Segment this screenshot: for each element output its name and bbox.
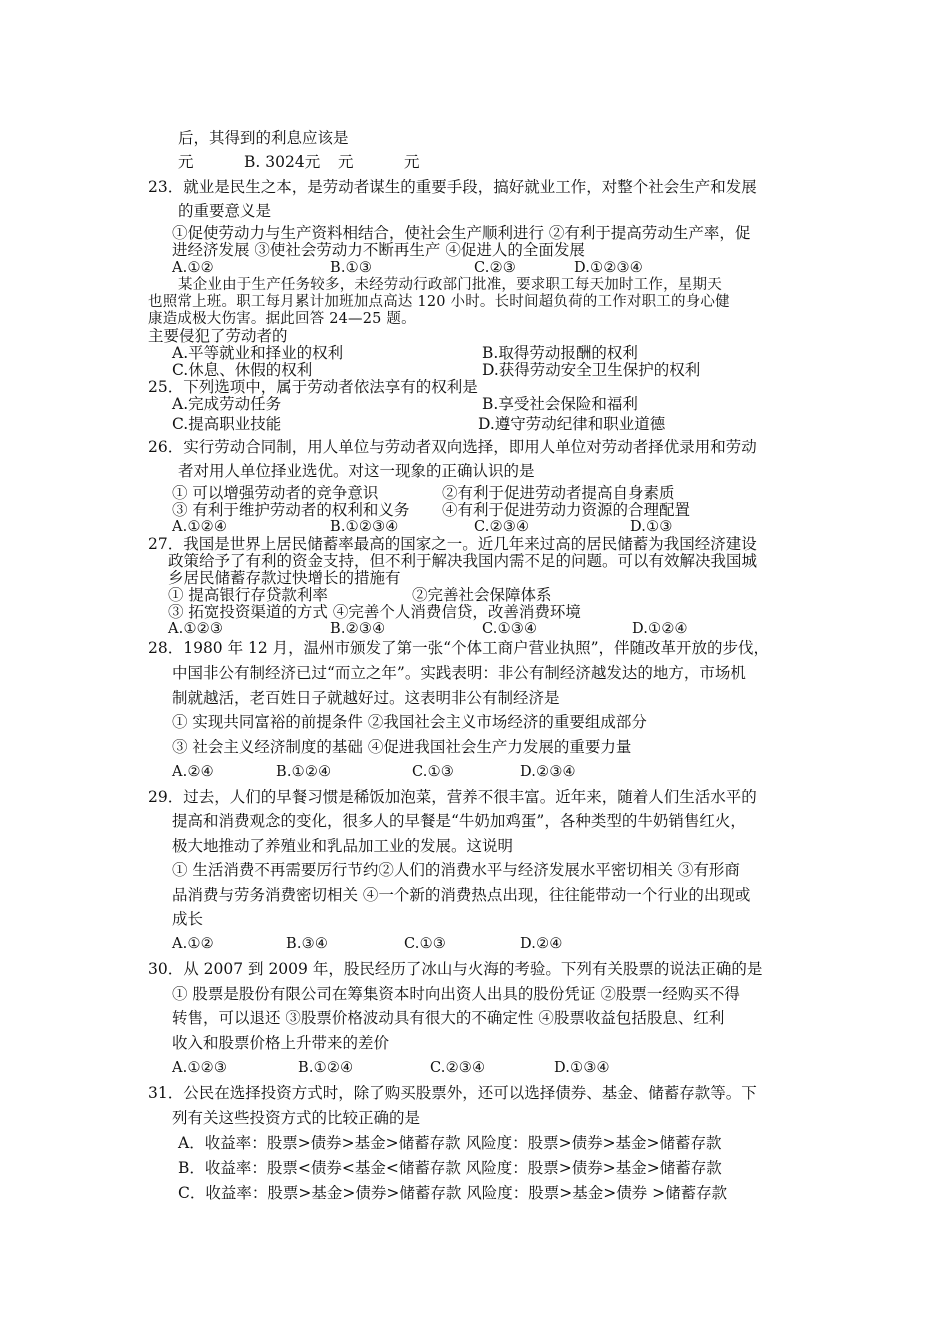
q23-item-line2: 进经济发展 ③使社会劳动力不断再生产 ④促进人的全面发展	[172, 241, 585, 259]
q27-option-d: D.①②④	[632, 621, 688, 637]
q24-option-d: D.获得劳动安全卫生保护的权利	[482, 361, 701, 379]
q29-stem-line2: 提高和消费观念的变化，很多人的早餐是“牛奶加鸡蛋”，各种类型的牛奶销售红火，	[172, 812, 746, 830]
q24-option-b: B.取得劳动报酬的权利	[482, 344, 638, 362]
q28-option-d: D.②③④	[520, 764, 576, 780]
q29-stem-line3: 极大地推动了养殖业和乳品加工业的发展。这说明	[172, 837, 514, 855]
q25-option-b: B.享受社会保险和福利	[482, 395, 638, 413]
q24-stem: 主要侵犯了劳动者的	[148, 327, 288, 345]
q27-item1b: ②完善社会保障体系	[412, 586, 552, 604]
q30-item-line1: ① 股票是股份有限公司在筹集资本时向出资人出具的股份凭证 ②股票一经购买不得	[172, 985, 740, 1003]
q28-option-c: C.①③	[412, 764, 454, 780]
q23-option-c: C.②③	[474, 260, 516, 276]
q25-option-c: C.提高职业技能	[172, 415, 282, 433]
q29-option-a: A.①②	[172, 936, 214, 952]
q27-option-b: B.②③④	[330, 621, 386, 637]
q23-option-a: A.①②	[172, 260, 214, 276]
q30-option-d: D.①③④	[554, 1060, 610, 1076]
q25-stem: 25．下列选项中，属于劳动者依法享有的权利是	[148, 378, 478, 396]
q28-item-line2: ③ 社会主义经济制度的基础 ④促进我国社会生产力发展的重要力量	[172, 738, 632, 756]
q25-option-d: D.遵守劳动纪律和职业道德	[478, 415, 666, 433]
q22-option-a: 元	[178, 153, 194, 171]
q28-stem-line1: 28．1980 年 12 月，温州市颁发了第一张“个体工商户营业执照”，伴随改革开放的步伐，	[148, 639, 770, 657]
q23-option-b: B.①③	[330, 260, 373, 276]
q31-stem-line1: 31．公民在选择投资方式时，除了购买股票外，还可以选择债券、基金、储蓄存款等。下	[148, 1084, 757, 1102]
q22-continuation: 后，其得到的利息应该是	[178, 129, 349, 147]
q23-stem-line1: 23．就业是民生之本，是劳动者谋生的重要手段，搞好就业工作，对整个社会生产和发展	[148, 178, 757, 196]
q26-option-a: A.①②④	[172, 519, 228, 535]
q30-option-c: C.②③④	[430, 1060, 486, 1076]
q22-option-b: B. 3024元	[244, 153, 321, 171]
q26-option-b: B.①②③④	[330, 519, 399, 535]
q22-option-c: 元	[338, 153, 354, 171]
q26-stem-line1: 26．实行劳动合同制，用人单位与劳动者双向选择，即用人单位对劳动者择优录用和劳动	[148, 438, 757, 456]
q26-item2b: ④有利于促进劳动力资源的合理配置	[442, 501, 691, 519]
q30-option-b: B.①②④	[298, 1060, 354, 1076]
q24-option-a: A.平等就业和择业的权利	[172, 344, 344, 362]
q29-option-d: D.②④	[520, 936, 563, 952]
q28-stem-line3: 制就越活，老百姓日子就越好过。这表明非公有制经济是	[172, 689, 560, 707]
q27-option-a: A.①②③	[168, 621, 224, 637]
q28-item-line1: ① 实现共同富裕的前提条件 ②我国社会主义市场经济的重要组成部分	[172, 713, 647, 731]
q30-item-line3: 收入和股票价格上升带来的差价	[172, 1034, 390, 1052]
q22-option-d: 元	[404, 153, 420, 171]
q26-item1b: ②有利于促进劳动者提高自身素质	[442, 484, 675, 502]
q30-stem: 30．从 2007 到 2009 年，股民经历了冰山与火海的考验。下列有关股票的说法正确的是	[148, 960, 763, 978]
q30-item-line2: 转售，可以退还 ③股票价格波动具有很大的不确定性 ④股票收益包括股息、红利	[172, 1009, 725, 1027]
q29-item-line2: 品消费与劳务消费密切相关 ④一个新的消费热点出现，往往能带动一个行业的出现或	[172, 886, 751, 904]
q29-stem-line1: 29．过去，人们的早餐习惯是稀饭加泡菜，营养不很丰富。近年来，随着人们生活水平的	[148, 788, 757, 806]
q29-item-line1: ① 生活消费不再需要厉行节约②人们的消费水平与经济发展水平密切相关 ③有形商	[172, 861, 740, 879]
q27-stem-line1: 27．我国是世界上居民储蓄率最高的国家之一。近几年来过高的居民储蓄为我国经济建设	[148, 535, 757, 553]
q29-item-line3: 成长	[172, 910, 204, 928]
q25-option-a: A.完成劳动任务	[172, 395, 282, 413]
q26-stem-line2: 者对用人单位择业选优。对这一现象的正确认识的是	[178, 462, 535, 480]
q28-option-a: A.②④	[172, 764, 214, 780]
q24-option-c: C.休息、休假的权利	[172, 361, 313, 379]
q26-item1a: ① 可以增强劳动者的竞争意识	[172, 484, 379, 502]
q28-stem-line2: 中国非公有制经济已过“而立之年”。实践表明：非公有制经济越发达的地方，市场机	[172, 664, 746, 682]
material-line2: 也照常上班。职工每月累计加班加点高达 120 小时。长时间超负荷的工作对职工的身心健	[148, 294, 730, 310]
q23-stem-line2: 的重要意义是	[178, 202, 272, 220]
q26-option-c: C.②③④	[474, 519, 530, 535]
q31-option-c: C．收益率：股票>基金>债券>储蓄存款 风险度：股票>基金>债券 >储蓄存款	[178, 1184, 728, 1202]
q27-item1a: ① 提高银行存贷款利率	[168, 586, 328, 604]
q27-stem-line2: 政策给予了有利的资金支持，但不利于解决我国内需不足的问题。可以有效解决我国城	[168, 552, 758, 570]
material-line1: 某企业由于生产任务较多，未经劳动行政部门批准，要求职工每天加时工作，星期天	[178, 277, 722, 293]
q31-option-b: B．收益率：股票<债券<基金<储蓄存款 风险度：股票>债券>基金>储蓄存款	[178, 1159, 722, 1177]
q26-option-d: D.①③	[630, 519, 673, 535]
q31-option-a: A．收益率：股票>债券>基金>储蓄存款 风险度：股票>债券>基金>储蓄存款	[178, 1134, 722, 1152]
q28-option-b: B.①②④	[276, 764, 332, 780]
q23-option-d: D.①②③④	[574, 260, 643, 276]
q27-item2: ③ 拓宽投资渠道的方式 ④完善个人消费信贷，改善消费环境	[168, 603, 581, 621]
q27-option-c: C.①③④	[482, 621, 538, 637]
q26-item2a: ③ 有利于维护劳动者的权利和义务	[172, 501, 410, 519]
q31-stem-line2: 列有关这些投资方式的比较正确的是	[172, 1109, 421, 1127]
q23-item-line1: ①促使劳动力与生产资料相结合，使社会生产顺利进行 ②有利于提高劳动生产率，促	[172, 224, 751, 242]
q29-option-c: C.①③	[404, 936, 446, 952]
q30-option-a: A.①②③	[172, 1060, 228, 1076]
material-line3: 康造成极大伤害。据此回答 24—25 题。	[148, 311, 416, 327]
q29-option-b: B.③④	[286, 936, 329, 952]
q27-stem-line3: 乡居民储蓄存款过快增长的措施有	[168, 569, 401, 587]
